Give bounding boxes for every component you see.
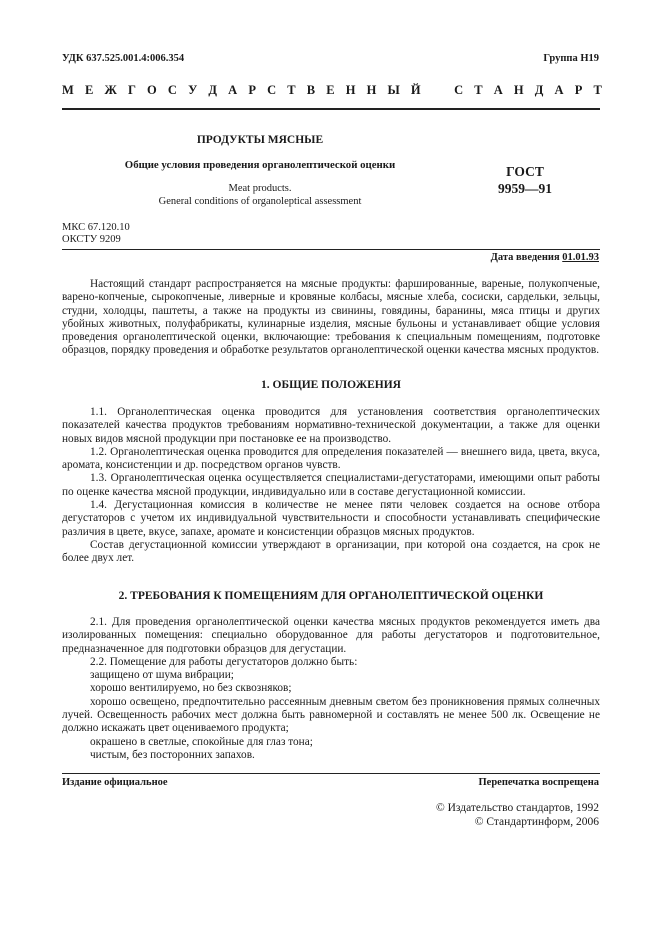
title-ru-sub: Общие условия проведения органолептической оценки: [124, 159, 396, 171]
intro-paragraph: Настоящий стандарт распространяется на мясные продукты: фаршированные, вареные, полукопченые, варено-копченые, сырокопченые, ливерные и кровяные колбасы, мясные хлеба, сосиски, сардельки, зельцы, студни, холодцы, паштеты, а также на продукты из свинины, говядины, баранины, мяса птицы и других убойных животных, полуфабрикаты, кулинарные изделия, мясные бульоны и устанавливает общие условия проведения органолептической оценки, включающие: требования к специальным помещениям, подготовке образцов, порядку проведения и обработке результатов органолептической оценки качества мясных продуктов.: [62, 278, 600, 357]
paragraph-2-2: 2.2. Помещение для работы дегустаторов должно быть:: [90, 655, 358, 668]
standard-type-letter: Т: [593, 83, 602, 97]
standard-type-letter: Й: [410, 83, 421, 97]
standard-type-letter: Ж: [104, 83, 117, 97]
standard-type-letter: Р: [248, 83, 256, 97]
codes-rule: [62, 249, 600, 250]
standard-type-letter: О: [147, 83, 157, 97]
udk-code: УДК 637.525.001.4:006.354: [62, 53, 185, 64]
introduction-date-value: 01.01.93: [562, 252, 599, 263]
introduction-date: [491, 252, 599, 263]
paragraph-1-1: 1.1. Органолептическая оценка проводится для установления соответствия органолептических показателей качества продуктов требованиям нормативно-технической документации, а также для оценки новых видов мясной продукции при постановке ее на производство.: [62, 406, 600, 445]
standard-type-letter: А: [554, 83, 564, 97]
reprint-prohibited: Перепечатка воспрещена: [478, 777, 599, 788]
section-2-body: [62, 616, 600, 762]
group-code: Группа Н19: [543, 53, 599, 64]
copyright-1: © Издательство стандартов, 1992: [435, 802, 599, 814]
gost-label: ГОСТ: [506, 164, 544, 179]
standard-type-letter: А: [228, 83, 238, 97]
standard-type-letter: Т: [287, 83, 296, 97]
okstu-code: ОКСТУ 9209: [62, 234, 121, 245]
requirement-item: хорошо освещено, предпочтительно рассеянным дневным светом без проникновения прямых солнечных лучей. Освещенность рабочих мест должна быть равномерной и составлять не менее 500 лк. Освещение не должно искажать цвет оцениваемого продукта;: [62, 695, 600, 735]
title-en-main: Meat products.: [228, 183, 292, 194]
standard-type-letter: А: [493, 83, 503, 97]
standard-type-letter: Н: [345, 83, 356, 97]
paragraph-1-2: 1.2. Органолептическая оценка проводится для определения показателей — внешнего вида, цвета, вкуса, аромата, консистенции и др. посредством органов чувств.: [62, 445, 600, 472]
copyright-2: © Стандартинформ, 2006: [474, 816, 599, 828]
footer-rule: [62, 773, 600, 774]
standard-type-letter: В: [306, 83, 316, 97]
title-ru-main: ПРОДУКТЫ МЯСНЫЕ: [196, 134, 324, 146]
paragraph-1-3: 1.3. Органолептическая оценка осуществляется специалистами-дегустаторами, имеющими опыт работы по оценке качества мясной продукции, индивидуально или в составе дегустационной комиссии.: [62, 472, 600, 498]
standard-type-letter: Н: [513, 83, 524, 97]
official-edition: Издание официальное: [62, 777, 168, 788]
title-en-sub: General conditions of organoleptical assessment: [158, 196, 362, 207]
intro-section: [62, 278, 600, 358]
section-1-body: [62, 406, 600, 566]
standard-type-letter: Р: [574, 83, 583, 97]
paragraph-1-5: Состав дегустационной комиссии утверждают в организации, при которой она создается, на срок не более двух лет.: [62, 538, 600, 565]
mks-code: МКС 67.120.10: [62, 222, 130, 233]
standard-type-letter: Ы: [387, 83, 400, 97]
section-2-title: 2. ТРЕБОВАНИЯ К ПОМЕЩЕНИЯМ ДЛЯ ОРГАНОЛЕПТИЧЕСКОЙ ОЦЕНКИ: [118, 590, 544, 602]
standard-type-letter: Н: [366, 83, 377, 97]
requirement-item: чистым, без посторонних запахов.: [90, 748, 255, 761]
standard-type-letter: Е: [326, 83, 335, 97]
standard-type-letter: Д: [534, 83, 544, 97]
paragraph-1-4: 1.4. Дегустационная комиссия в количестве не менее пяти человек создается на основе отбора дегустаторов с учетом их индивидуальной чувствительности и способности устанавливать специфические различия в цвете, вкусе, запахе, аромате и консистенции образцов мясных продуктов.: [62, 499, 600, 538]
standard-type-letter: Т: [474, 83, 483, 97]
standard-type-letter: С: [167, 83, 177, 97]
section-1-title: 1. ОБЩИЕ ПОЛОЖЕНИЯ: [261, 379, 401, 391]
standard-type-letter: Г: [127, 83, 136, 97]
standard-type-letter: Е: [84, 83, 94, 97]
requirement-item: хорошо вентилируемо, но без сквозняков;: [90, 682, 292, 695]
requirement-item: защищено от шума вибрации;: [90, 669, 234, 682]
standard-type-letter: М: [62, 83, 74, 97]
gost-number: 9959—91: [498, 181, 552, 196]
requirement-item: окрашено в светлые, спокойные для глаз тона;: [90, 735, 313, 748]
standard-type-heading: [62, 83, 602, 98]
standard-type-letter: У: [188, 83, 198, 97]
standard-type-letter: С: [454, 83, 464, 97]
paragraph-2-1: 2.1. Для проведения органолептической оценки качества мясных продуктов рекомендуется иметь два изолированных помещения: специально оборудованное для работы дегустаторов и подготовительное, предназначенное для подготовки образцов для дегустации.: [62, 616, 600, 655]
header-rule: [62, 108, 600, 110]
standard-type-letter: Д: [208, 83, 218, 97]
introduction-date-label: Дата введения: [490, 252, 560, 263]
standard-type-letter: С: [267, 83, 277, 97]
